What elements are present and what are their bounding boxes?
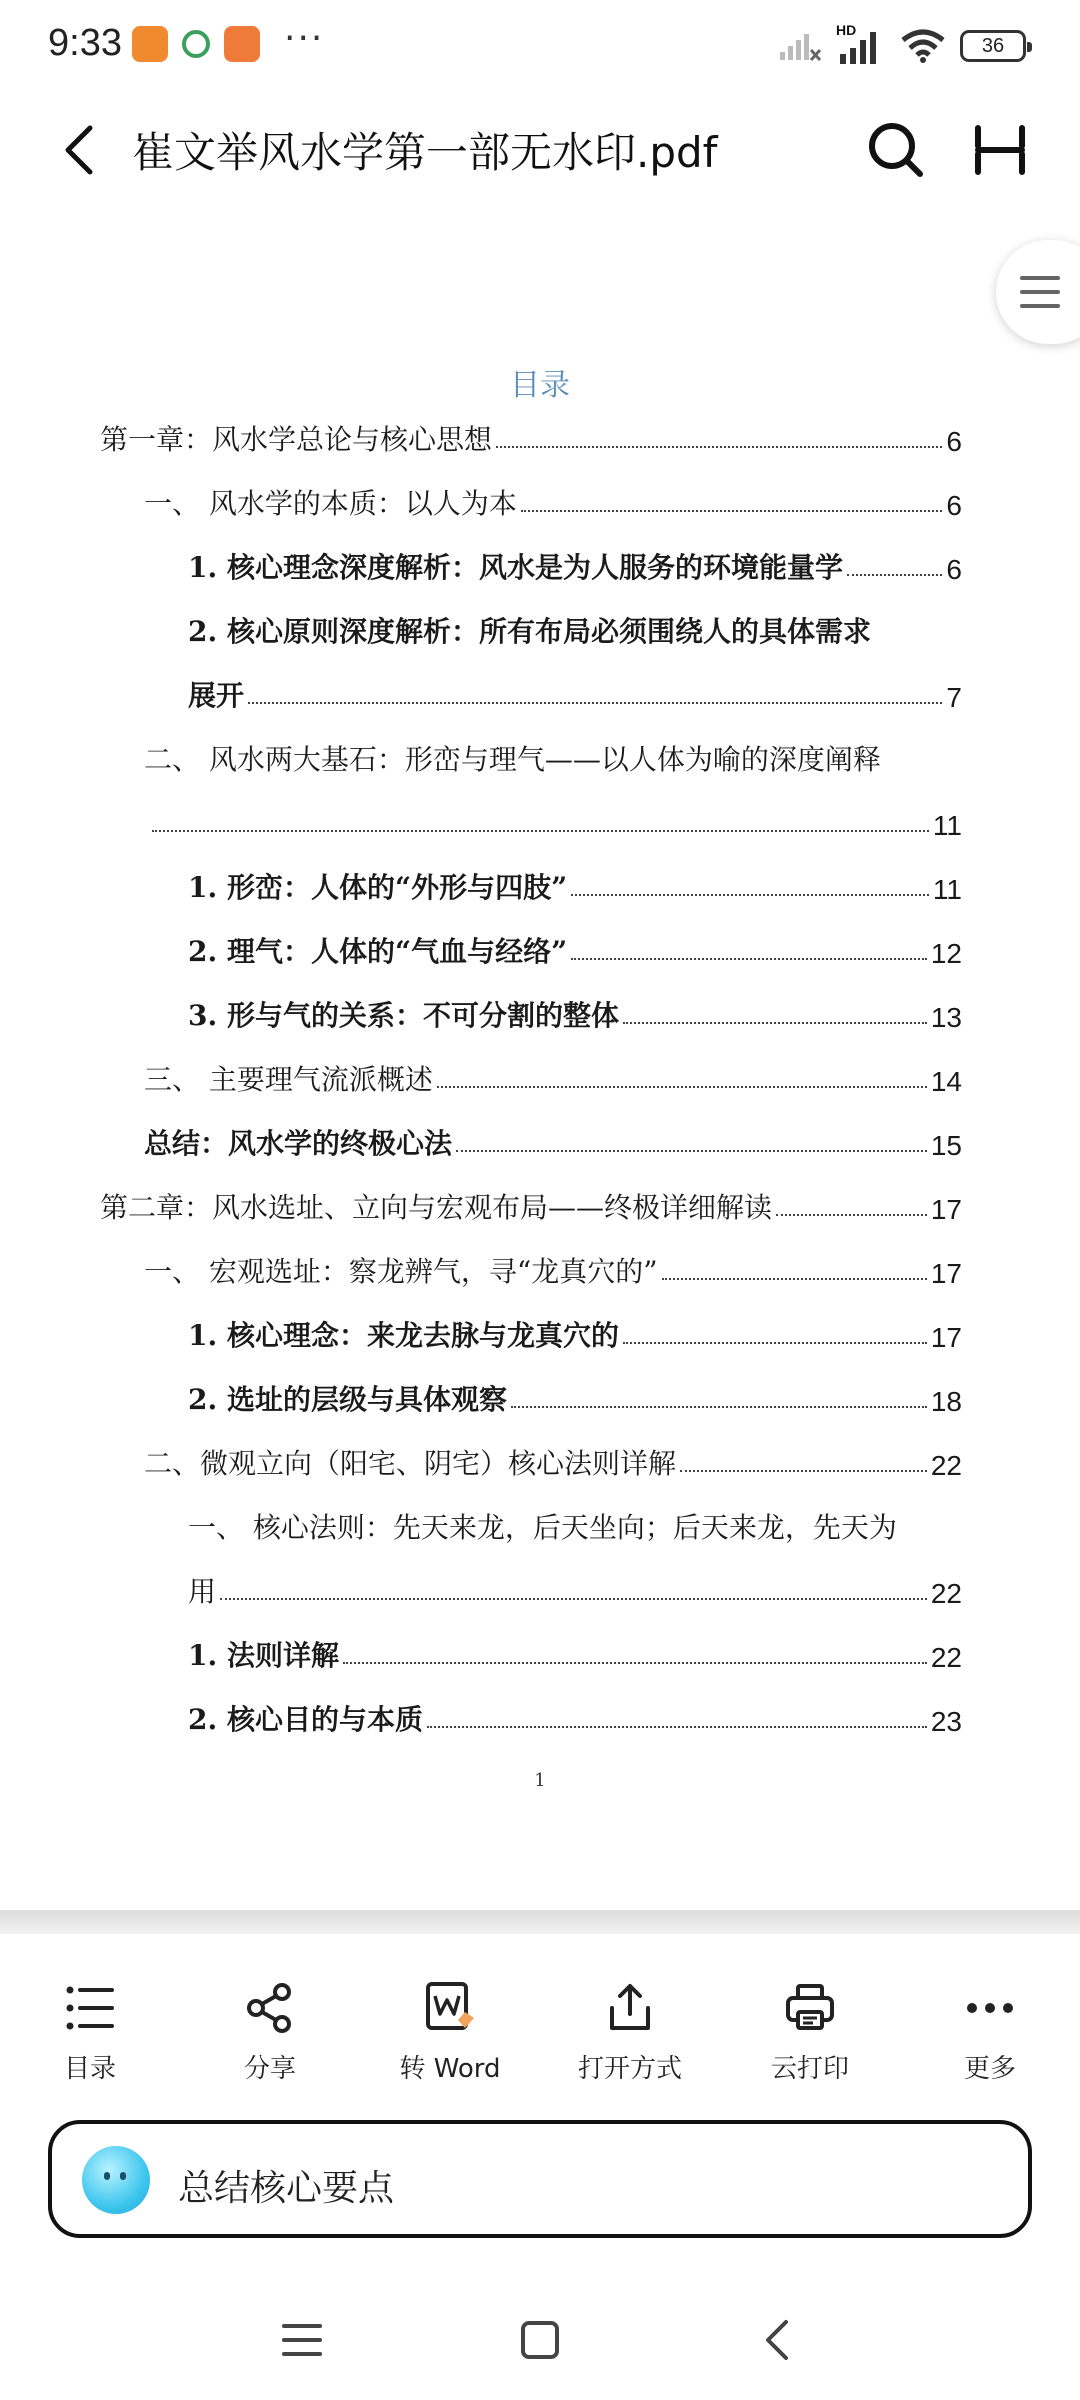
toc-entry-page: 7: [946, 682, 962, 713]
back-nav-icon[interactable]: [748, 2310, 808, 2370]
toc-leader-dots: [521, 510, 943, 512]
toolbar-label: 更多: [963, 2054, 1016, 2084]
toc-entry-title: 二、 风水两大基石：形峦与理气——以人体为喻的深度阐释: [144, 743, 881, 776]
back-arrow-icon[interactable]: [52, 120, 108, 180]
ai-assistant-avatar-icon: [82, 2146, 150, 2214]
toc-entry-title: 第一章：风水学总论与核心思想: [100, 423, 493, 456]
toolbar-label: 转 Word: [399, 2054, 501, 2084]
toc-entry[interactable]: [188, 1370, 962, 1418]
toc-entry-page: 22: [930, 1642, 962, 1673]
toc-entry-title: 2. 理气：人体的“气血与经络”: [188, 935, 568, 968]
status-indicators: [778, 24, 1026, 68]
toc-leader-dots: [776, 1214, 927, 1216]
toc-entry-title: 一、 核心法则：先天来龙，后天坐向；后天来龙，先天为: [188, 1511, 897, 1544]
toc-entry-page: 17: [930, 1258, 962, 1289]
toc-entry-title: 展开: [188, 679, 245, 712]
toc-entry[interactable]: [188, 1690, 962, 1738]
toc-entry-title: 二、微观立向（阳宅、阴宅）核心法则详解: [144, 1447, 677, 1480]
toc-entry[interactable]: [100, 1178, 962, 1226]
toc-leader-dots: [662, 1278, 927, 1280]
toc-entry-page: 22: [930, 1450, 962, 1481]
toc-leader-dots: [623, 1022, 927, 1024]
toc-leader-dots: [248, 702, 942, 704]
status-time: 9:33: [48, 22, 122, 64]
toc-entry[interactable]: [144, 1114, 962, 1162]
toc-entry-title: 三、 主要理气流派概述: [144, 1063, 433, 1096]
toc-entry-page: 22: [930, 1578, 962, 1609]
toc-entry-title: 1. 法则详解: [188, 1639, 339, 1672]
share-icon: [242, 1980, 298, 2036]
toc-entry-title: 用: [188, 1575, 217, 1608]
network-label: HD: [836, 22, 857, 38]
toolbar-share-button[interactable]: [195, 1980, 345, 2090]
toc-entry[interactable]: [188, 538, 962, 586]
more-notifications-icon: ···: [284, 18, 325, 59]
toc-entry[interactable]: [188, 922, 962, 970]
toc-leader-dots: [680, 1470, 927, 1472]
ai-summary-button[interactable]: [48, 2120, 1032, 2238]
toc-entry-title: 2. 核心原则深度解析：所有布局必须围绕人的具体需求: [188, 615, 871, 648]
battery-level: 36: [981, 34, 1005, 57]
fullscreen-icon[interactable]: [968, 118, 1032, 182]
more-icon: [962, 1980, 1018, 2036]
toc-entry-title: 一、 宏观选址：察龙辨气，寻“龙真穴的”: [144, 1255, 658, 1288]
toolbar-label: 打开方式: [577, 2054, 682, 2084]
toc-entry-title: 2. 选址的层级与具体观察: [188, 1383, 507, 1416]
toc-entry-title: 1. 核心理念：来龙去脉与龙真穴的: [188, 1319, 619, 1352]
ai-summary-label: 总结核心要点: [178, 2168, 395, 2209]
status-bar: [0, 0, 1080, 92]
toc-entry-page: 6: [946, 426, 962, 457]
toc-entry-title: 1. 核心理念深度解析：风水是为人服务的环境能量学: [188, 551, 843, 584]
battery-icon: [960, 30, 1026, 62]
toc-entry[interactable]: [188, 1306, 962, 1354]
home-icon[interactable]: [510, 2310, 570, 2370]
toc-entry[interactable]: [144, 1242, 962, 1290]
toolbar-more-button[interactable]: [915, 1980, 1065, 2090]
open-with-icon: [602, 1980, 658, 2036]
toc-entry-title: 3. 形与气的关系：不可分割的整体: [188, 999, 619, 1032]
toc-entry-page: 6: [946, 490, 962, 521]
toc-entry[interactable]: [188, 1562, 962, 1610]
toc-entry-page: 12: [930, 938, 962, 969]
search-icon[interactable]: [864, 118, 928, 182]
toc-entry[interactable]: [188, 602, 962, 650]
toc-entry-title: 2. 核心目的与本质: [188, 1703, 423, 1736]
toc-entry-title: 1. 形峦：人体的“外形与四肢”: [188, 871, 568, 904]
toc-heading: 目录: [510, 368, 570, 403]
toc-leader-dots: [571, 958, 927, 960]
toc-entry-title: 第二章：风水选址、立向与宏观布局——终极详细解读: [100, 1191, 773, 1224]
toolbar-label: 云打印: [770, 2054, 849, 2084]
list-icon: [62, 1980, 118, 2036]
toc-entry[interactable]: [144, 1434, 962, 1482]
page-number: 1: [534, 1770, 546, 1791]
toc-entry[interactable]: [188, 666, 962, 714]
toc-entry-page: 18: [930, 1386, 962, 1417]
wifi-icon: [900, 28, 946, 64]
toc-entry[interactable]: [188, 858, 962, 906]
toc-entry[interactable]: [144, 474, 962, 522]
toc-leader-dots: [571, 894, 929, 896]
toc-leader-dots: [220, 1598, 927, 1600]
hamburger-icon: [1018, 272, 1062, 312]
toc-leader-dots: [623, 1342, 927, 1344]
toc-entry-title: 总结：风水学的终极心法: [144, 1127, 453, 1160]
toc-leader-dots: [427, 1726, 927, 1728]
shopping-app-icon: [224, 26, 260, 62]
toc-entry[interactable]: [144, 730, 962, 778]
printer-icon: [782, 1980, 838, 2036]
toc-entry-page: 23: [930, 1706, 962, 1737]
china-mobile-icon: [182, 30, 210, 58]
signal-hd-icon: [836, 22, 886, 66]
convert-word-icon: [422, 1980, 478, 2036]
toc-entry[interactable]: [188, 1498, 962, 1546]
toc-entry-page: 14: [930, 1066, 962, 1097]
toc-leader-dots: [511, 1406, 927, 1408]
document-title: 崔文举风水学第一部无水印.pdf: [132, 128, 718, 177]
signal-off-icon: [778, 30, 822, 62]
toolbar-open-with-button[interactable]: [555, 1980, 705, 2090]
toolbar-label: 分享: [243, 2054, 296, 2084]
app-header: [0, 100, 1080, 200]
page-separator: [0, 1910, 1080, 1934]
toc-entry-page: 15: [930, 1130, 962, 1161]
toc-leader-dots: [496, 446, 942, 448]
toc-entry-page: 17: [930, 1322, 962, 1353]
toc-entry-page: 11: [932, 810, 962, 841]
toc-entry[interactable]: [188, 1626, 962, 1674]
bottom-toolbar: [0, 1950, 1080, 2100]
pdf-page[interactable]: [0, 210, 1080, 1910]
toolbar-toc-button[interactable]: [15, 1980, 165, 2090]
toc-leader-dots: [847, 574, 942, 576]
toc-leader-dots: [343, 1662, 927, 1664]
toc-entry-page: 11: [932, 874, 962, 905]
recent-apps-icon[interactable]: [272, 2310, 332, 2370]
toc-leader-dots: [152, 830, 929, 832]
app-notification-icon: [132, 26, 168, 62]
toc-entry[interactable]: [100, 410, 962, 458]
toolbar-cloud-print-button[interactable]: [735, 1980, 885, 2090]
toc-leader-dots: [437, 1086, 927, 1088]
toc-entry-page: 13: [930, 1002, 962, 1033]
toc-entry-title: 一、 风水学的本质：以人为本: [144, 487, 517, 520]
toc-leader-dots: [456, 1150, 927, 1152]
system-nav-bar: [0, 2270, 1080, 2400]
toolbar-label: 目录: [63, 2054, 116, 2084]
toc-entry[interactable]: [188, 986, 962, 1034]
toc-entry-page: 17: [930, 1194, 962, 1225]
toc-entry[interactable]: [144, 1050, 962, 1098]
toc-entry[interactable]: [148, 794, 962, 842]
toc-entry-page: 6: [946, 554, 962, 585]
toolbar-convert-word-button[interactable]: [375, 1980, 525, 2090]
